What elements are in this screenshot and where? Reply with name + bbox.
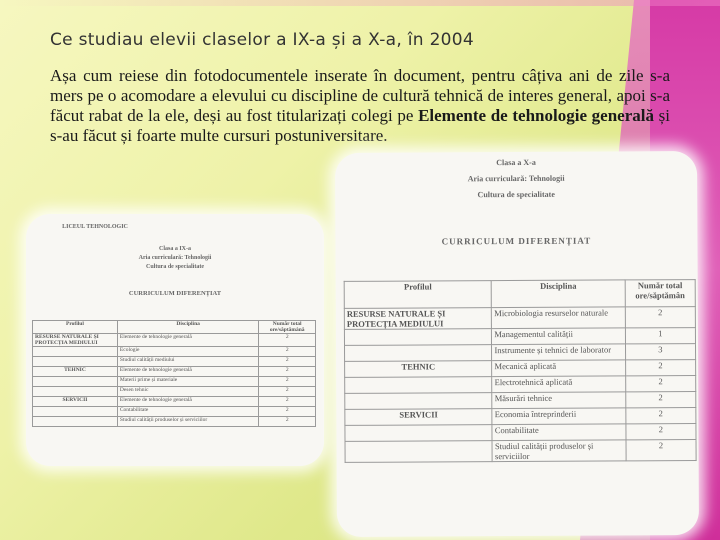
photo-document-class-9 — [26, 214, 324, 466]
header-cell: Profilul — [344, 281, 492, 309]
header-cell: Număr total ore/săptămână — [259, 321, 316, 334]
accent-top-line — [0, 0, 720, 6]
paragraph-text-2: și s-au făcut și foarte multe cursuri postuniversitare. — [50, 106, 670, 145]
profile-cell — [33, 377, 118, 387]
header-cell: Profilul — [33, 321, 118, 334]
right-doc-culture: Cultura de specialitate — [477, 189, 555, 200]
hours-cell: 2 — [626, 440, 696, 461]
discipline-cell: Electrotehnică aplicată — [492, 376, 625, 393]
table-row — [33, 377, 316, 387]
discipline-cell: Elemente de tehnologie generală — [117, 367, 259, 377]
right-doc-area: Aria curriculară: Tehnologii — [467, 173, 565, 184]
hours-cell: 2 — [259, 357, 316, 367]
discipline-cell: Măsurări tehnice — [492, 392, 625, 409]
hours-cell: 2 — [625, 307, 695, 328]
hours-cell: 2 — [626, 424, 696, 440]
discipline-cell: Contabilitate — [492, 424, 625, 441]
discipline-cell: Materii prime și materiale — [117, 377, 259, 387]
table-row — [345, 392, 696, 410]
table-row — [344, 328, 695, 346]
hours-cell: 2 — [259, 397, 316, 407]
table-row — [345, 424, 696, 442]
discipline-cell: Managementul calității — [492, 328, 625, 345]
profile-cell — [33, 387, 118, 397]
hours-cell: 2 — [625, 376, 695, 392]
table-row — [345, 440, 696, 463]
paragraph-bold-text: Elemente de tehnologie generală — [418, 106, 654, 125]
discipline-cell: Desen tehnic — [117, 387, 259, 397]
discipline-cell: Studiul calității produselor și serviciilor — [117, 417, 259, 427]
table-row — [33, 367, 316, 377]
left-doc-culture: Cultura de specialitate — [146, 264, 204, 270]
left-doc-area: Aria curriculară: Tehnologii — [138, 255, 212, 261]
profile-cell — [345, 377, 492, 394]
profile-cell: SERVICII — [345, 409, 492, 426]
table-row — [33, 334, 316, 347]
profile-cell: TEHNIC — [33, 367, 118, 377]
discipline-cell: Instrumente și tehnici de laborator — [492, 344, 625, 361]
hours-cell: 2 — [259, 367, 316, 377]
hours-cell: 2 — [259, 417, 316, 427]
table-row — [345, 344, 696, 362]
profile-cell: RESURSE NATURALE ȘI PROTECȚIA MEDIULUI — [33, 334, 118, 347]
photo-document-class-10 — [335, 151, 699, 537]
body-paragraph — [50, 66, 670, 146]
header-cell: Număr total ore/săptămân — [625, 280, 695, 307]
discipline-cell: Contabilitate — [117, 407, 259, 417]
profile-cell — [33, 347, 118, 357]
profile-cell — [33, 417, 118, 427]
profile-cell — [345, 393, 492, 410]
slide-title: Ce studiau elevii claselor a IX-a și a X-a, în 2004 — [50, 30, 475, 50]
discipline-cell: Elemente de tehnologie generală — [117, 397, 259, 407]
hours-cell: 3 — [625, 344, 695, 360]
table-row — [33, 407, 316, 417]
left-doc-table — [32, 320, 316, 427]
table-row — [345, 376, 696, 394]
table-row — [345, 360, 696, 378]
hours-cell: 2 — [626, 392, 696, 408]
discipline-cell: Studiul calității produselor și serviciilor — [492, 440, 625, 462]
table-row — [33, 387, 316, 397]
discipline-cell: Mecanică aplicată — [492, 360, 625, 377]
discipline-cell: Ecologie — [117, 347, 259, 357]
hours-cell: 2 — [259, 387, 316, 397]
paragraph-text-1: Așa cum reiese din fotodocumentele inserate în document, pentru câțiva ani de zile s-a mers pe o acomodare a elevului cu discipline de cultură tehnică de interes general, apoi s-a făcut rabat de la ele, deși au fost titularizați colegi pe — [50, 66, 670, 125]
table-row — [344, 307, 695, 330]
discipline-cell: Studiul calității mediului — [117, 357, 259, 367]
hours-cell: 2 — [626, 408, 696, 424]
table-row — [33, 357, 316, 367]
table-header-row — [33, 321, 316, 334]
left-doc-curriculum: CURRICULUM DIFERENȚIAT — [128, 290, 222, 297]
hours-cell: 2 — [259, 377, 316, 387]
hours-cell: 1 — [625, 328, 695, 344]
profile-cell: SERVICII — [33, 397, 118, 407]
hours-cell: 2 — [259, 407, 316, 417]
profile-cell — [33, 407, 118, 417]
profile-cell — [345, 345, 492, 362]
hours-cell: 2 — [625, 360, 695, 376]
hours-cell: 2 — [259, 347, 316, 357]
discipline-cell: Economia întreprinderii — [492, 408, 625, 425]
table-header-row — [344, 280, 695, 309]
profile-cell: RESURSE NATURALE ȘI PROTECȚIA MEDIULUI — [344, 308, 492, 330]
hours-cell: 2 — [259, 334, 316, 347]
header-cell: Disciplina — [492, 280, 626, 308]
profile-cell — [33, 357, 118, 367]
profile-cell: TEHNIC — [345, 361, 492, 378]
right-doc-curriculum: CURRICULUM DIFERENȚIAT — [441, 235, 592, 247]
profile-cell — [345, 441, 493, 463]
header-cell: Disciplina — [117, 321, 259, 334]
right-doc-table — [344, 279, 697, 463]
profile-cell — [344, 329, 491, 346]
right-doc-class: Clasa a X-a — [496, 157, 536, 168]
table-row — [33, 397, 316, 407]
profile-cell — [345, 425, 492, 442]
left-doc-school: LICEUL TEHNOLOGIC — [62, 224, 128, 230]
discipline-cell: Elemente de tehnologie generală — [117, 334, 259, 347]
table-row — [345, 408, 696, 426]
discipline-cell: Microbiologia resurselor naturale — [492, 307, 625, 329]
table-row — [33, 347, 316, 357]
table-row — [33, 417, 316, 427]
left-doc-class: Clasa a IX-a — [158, 246, 191, 252]
